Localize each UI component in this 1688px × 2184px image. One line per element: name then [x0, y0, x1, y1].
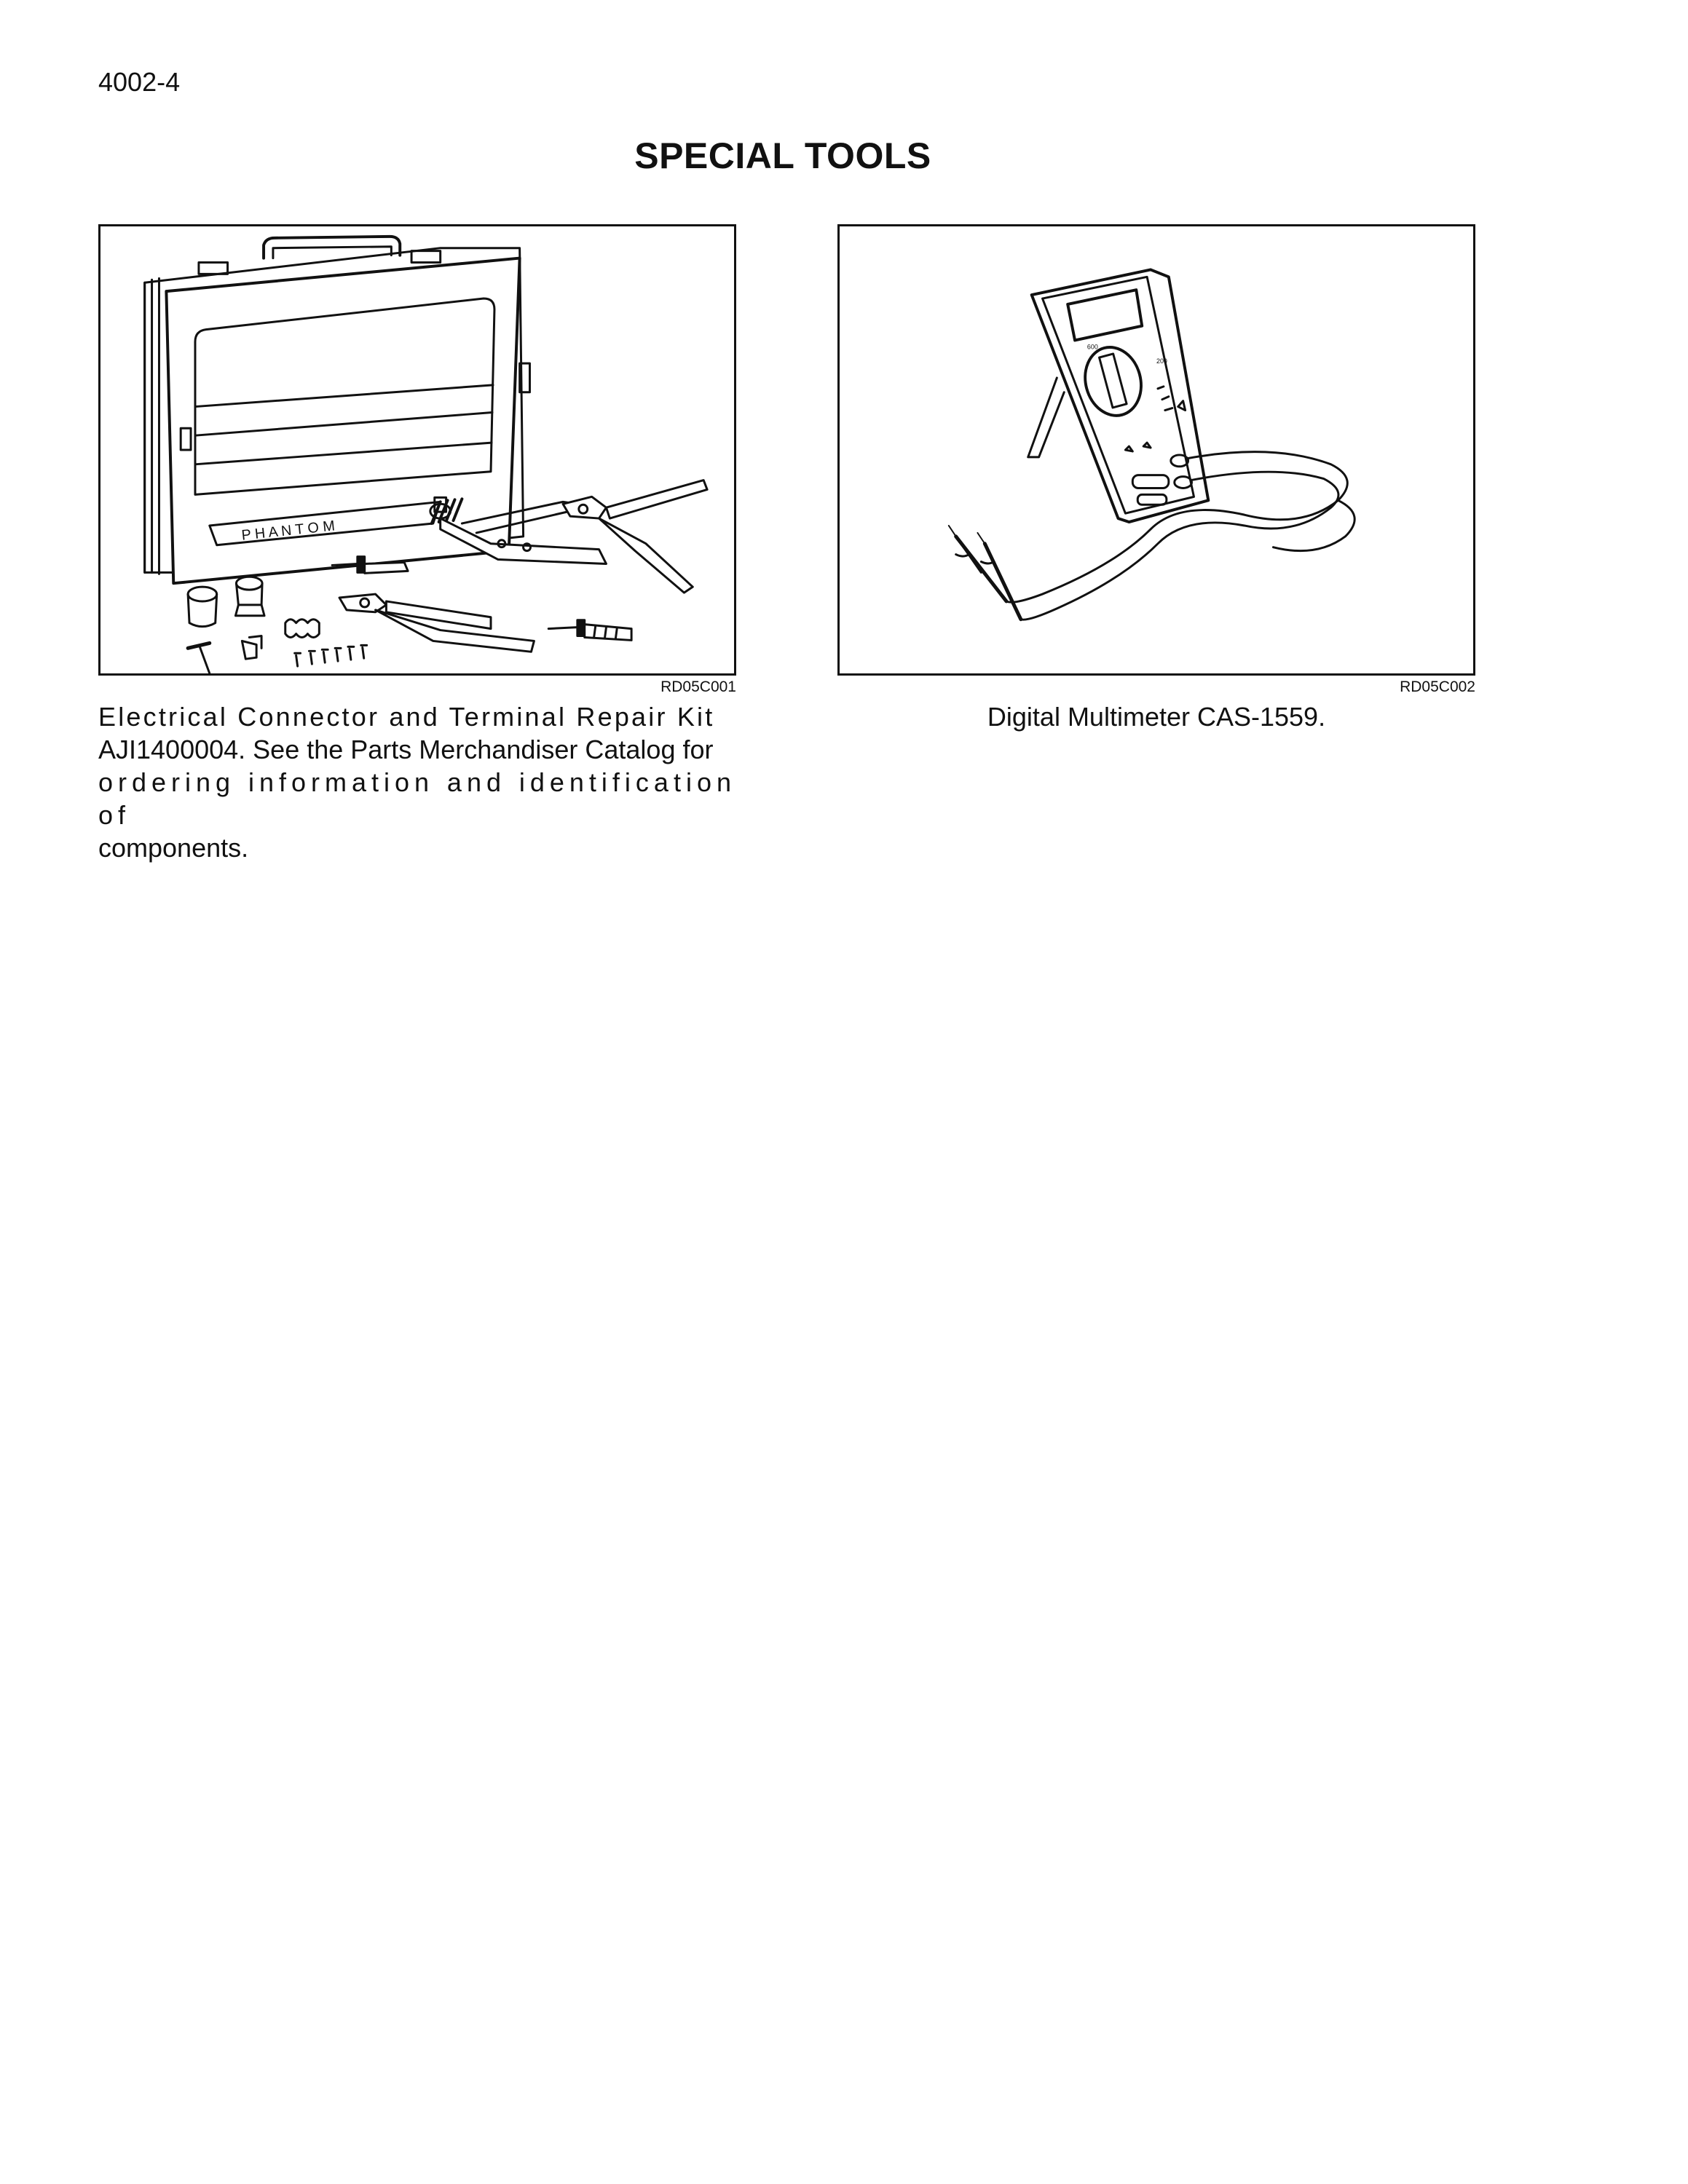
- repair-kit-illustration: [98, 224, 736, 676]
- multimeter-caption: Digital Multimeter CAS-1559.: [987, 702, 1326, 732]
- figure-code-left: RD05C001: [660, 678, 736, 695]
- svg-text:600: 600: [1086, 343, 1098, 351]
- caption-line: AJI1400004. See the Parts Merchandiser Catalog for: [98, 735, 714, 764]
- svg-text:200: 200: [1156, 357, 1167, 365]
- repair-kit-caption: [98, 700, 736, 864]
- figure-code-right: RD05C002: [1400, 678, 1475, 695]
- caption-line: Electrical Connector and Terminal Repair Kit: [98, 702, 715, 732]
- caption-line: components.: [98, 833, 249, 863]
- caption-line: ordering information and identification of: [98, 767, 736, 830]
- multimeter-illustration: [837, 224, 1475, 676]
- page-number: 4002-4: [98, 67, 181, 97]
- kit-brand-label: P H A N T O M: [240, 518, 336, 544]
- page-title: SPECIAL TOOLS: [634, 135, 931, 176]
